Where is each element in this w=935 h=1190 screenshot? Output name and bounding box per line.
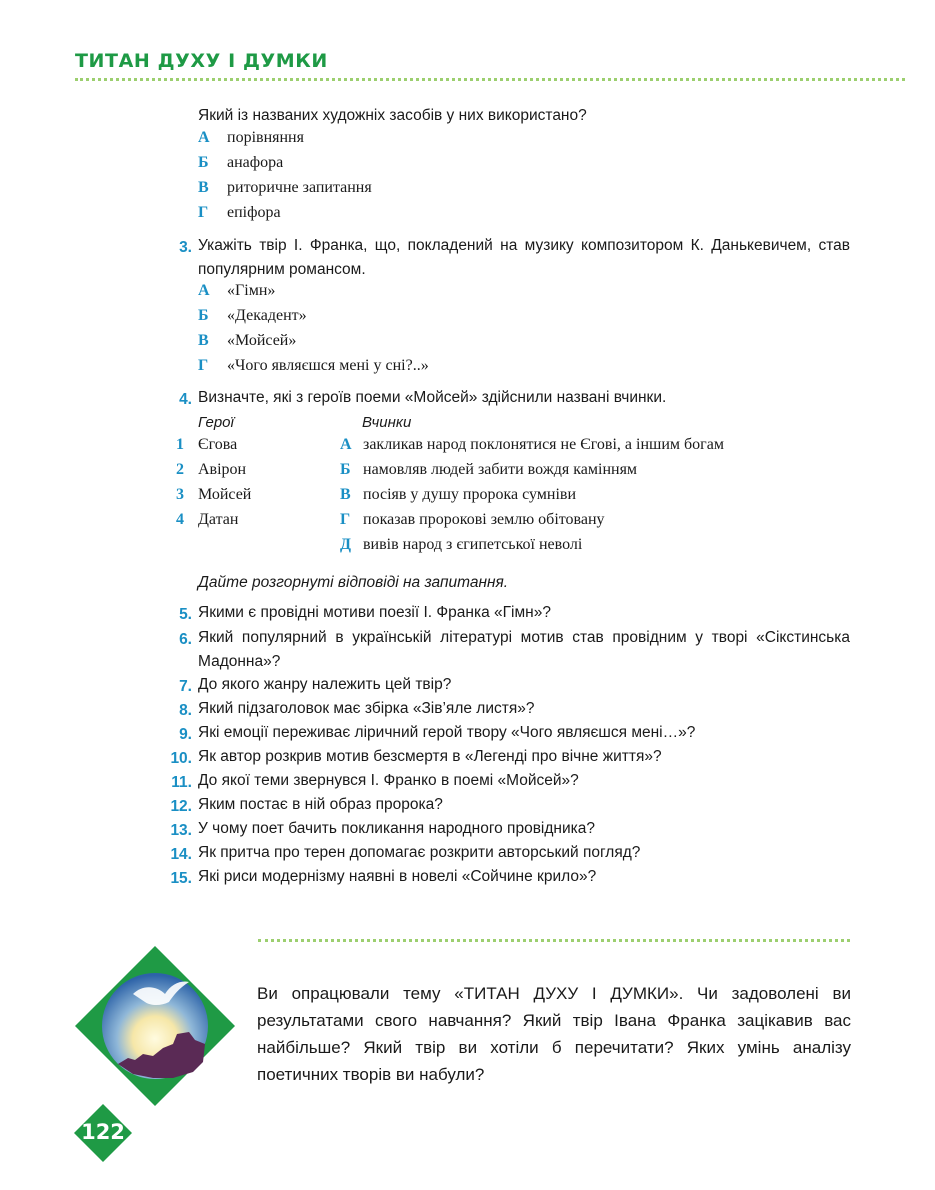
action-letter: Д [340,536,352,553]
option-letter: А [198,129,210,146]
question-number: 7. [179,678,192,695]
question-number: 15. [170,870,192,887]
action-item [340,461,638,479]
question-text: Який підзаголовок має збірка «Зів’яле листя»? [198,700,535,717]
action-item [340,486,577,504]
hero-number: 2 [176,461,184,478]
hero-name: Мойсей [198,486,252,503]
action-item [340,436,724,454]
action-letter: Г [340,511,351,528]
question-number: 5. [179,606,192,623]
action-text: показав пророкові землю обітовану [363,511,605,528]
hero-item [176,436,238,454]
action-letter: В [340,486,351,503]
action-text: закликав народ поклонятися не Єгові, а іншим богам [363,436,724,453]
question-text: Які риси модернізму наявні в новелі «Сойчине крило»? [198,868,597,885]
column-heading-actions: Вчинки [362,414,412,431]
option-text: епіфора [227,204,281,221]
question-number: 11. [171,774,192,791]
option-text: «Декадент» [227,307,307,324]
option-text: анафора [227,154,284,171]
hero-item [176,486,252,504]
option-text: «Гімн» [227,282,276,299]
question-text: До якої теми звернувся І. Франко в поемі «Мойсей»? [198,772,579,789]
hero-number: 4 [176,511,184,528]
option-letter: В [198,332,209,349]
question-intro: Який із названих художніх засобів у них використано? [198,107,587,124]
question-number: 8. [179,702,192,719]
hero-number: 3 [176,486,184,503]
action-item [340,511,605,529]
action-text: вивів народ з єгипетської неволі [363,536,583,553]
hero-item [176,461,247,479]
hero-name: Авірон [198,461,247,478]
question-text: У чому поет бачить покликання народного провідника? [198,820,595,837]
hero-item [176,511,239,529]
question-number: 10. [170,750,192,767]
question-text: Визначте, які з героїв поеми «Мойсей» здійснили названі вчинки. [198,389,667,406]
summary-text: Ви опрацювали тему «ТИТАН ДУХУ І ДУМКИ». Чи задоволені ви результатами свого навчання? Який твір Івана Франка зацікавив вас найбільше? Який твір ви хотіли б перечитати? Яких умінь аналізу поетичних творів ви набули? [257,984,851,1084]
action-letter: А [340,436,352,453]
header-divider [75,78,905,81]
page-number: 122 [81,1120,125,1144]
option-text: «Чого являєшся мені у сні?..» [227,357,429,374]
question-text: Який популярний в українській літературі мотив став провідним у творі «Сікстинська Мадонна»? [198,629,850,670]
question-text: До якого жанру належить цей твір? [198,676,452,693]
question-text: Яким постає в ній образ пророка? [198,796,443,813]
summary-divider [258,939,850,942]
option-text: порівняння [227,129,304,146]
question-number: 14. [170,846,192,863]
question-text: Укажіть твір І. Франка, що, покладений на музику композитором К. Данькевичем, став популярним романсом. [198,237,850,278]
hero-number: 1 [176,436,184,453]
column-heading-heroes: Герої [198,414,234,431]
option-text: «Мойсей» [227,332,297,349]
hero-name: Єгова [198,436,238,453]
option-letter: В [198,179,209,196]
action-text: посіяв у душу пророка сумніви [363,486,577,503]
question-number: 3. [179,239,192,256]
question-text: Як автор розкрив мотив безсмертя в «Легенді про вічне життя»? [198,748,662,765]
question-number: 4. [179,391,192,408]
question-text: Якими є провідні мотиви поезії І. Франка «Гімн»? [198,604,551,621]
question-number: 13. [170,822,192,839]
action-text: намовляв людей забити вождя камінням [363,461,638,478]
dove-illustration [73,944,237,1108]
instruction-text: Дайте розгорнуті відповіді на запитання. [198,574,509,591]
option-letter: Г [198,357,209,374]
action-item [340,536,583,554]
question-text: Які емоції переживає ліричний герой твору «Чого являєшся мені…»? [198,724,696,741]
section-title: ТИТАН ДУХУ І ДУМКИ [75,50,328,72]
option-text: риторичне запитання [227,179,372,196]
action-letter: Б [340,461,351,478]
question-number: 12. [170,798,192,815]
option-letter: Г [198,204,209,221]
option-letter: Б [198,154,209,171]
option-letter: А [198,282,210,299]
question-number: 9. [179,726,192,743]
option-letter: Б [198,307,209,324]
question-number: 6. [179,631,192,648]
question-text: Як притча про терен допомагає розкрити авторський погляд? [198,844,641,861]
hero-name: Датан [198,511,239,528]
